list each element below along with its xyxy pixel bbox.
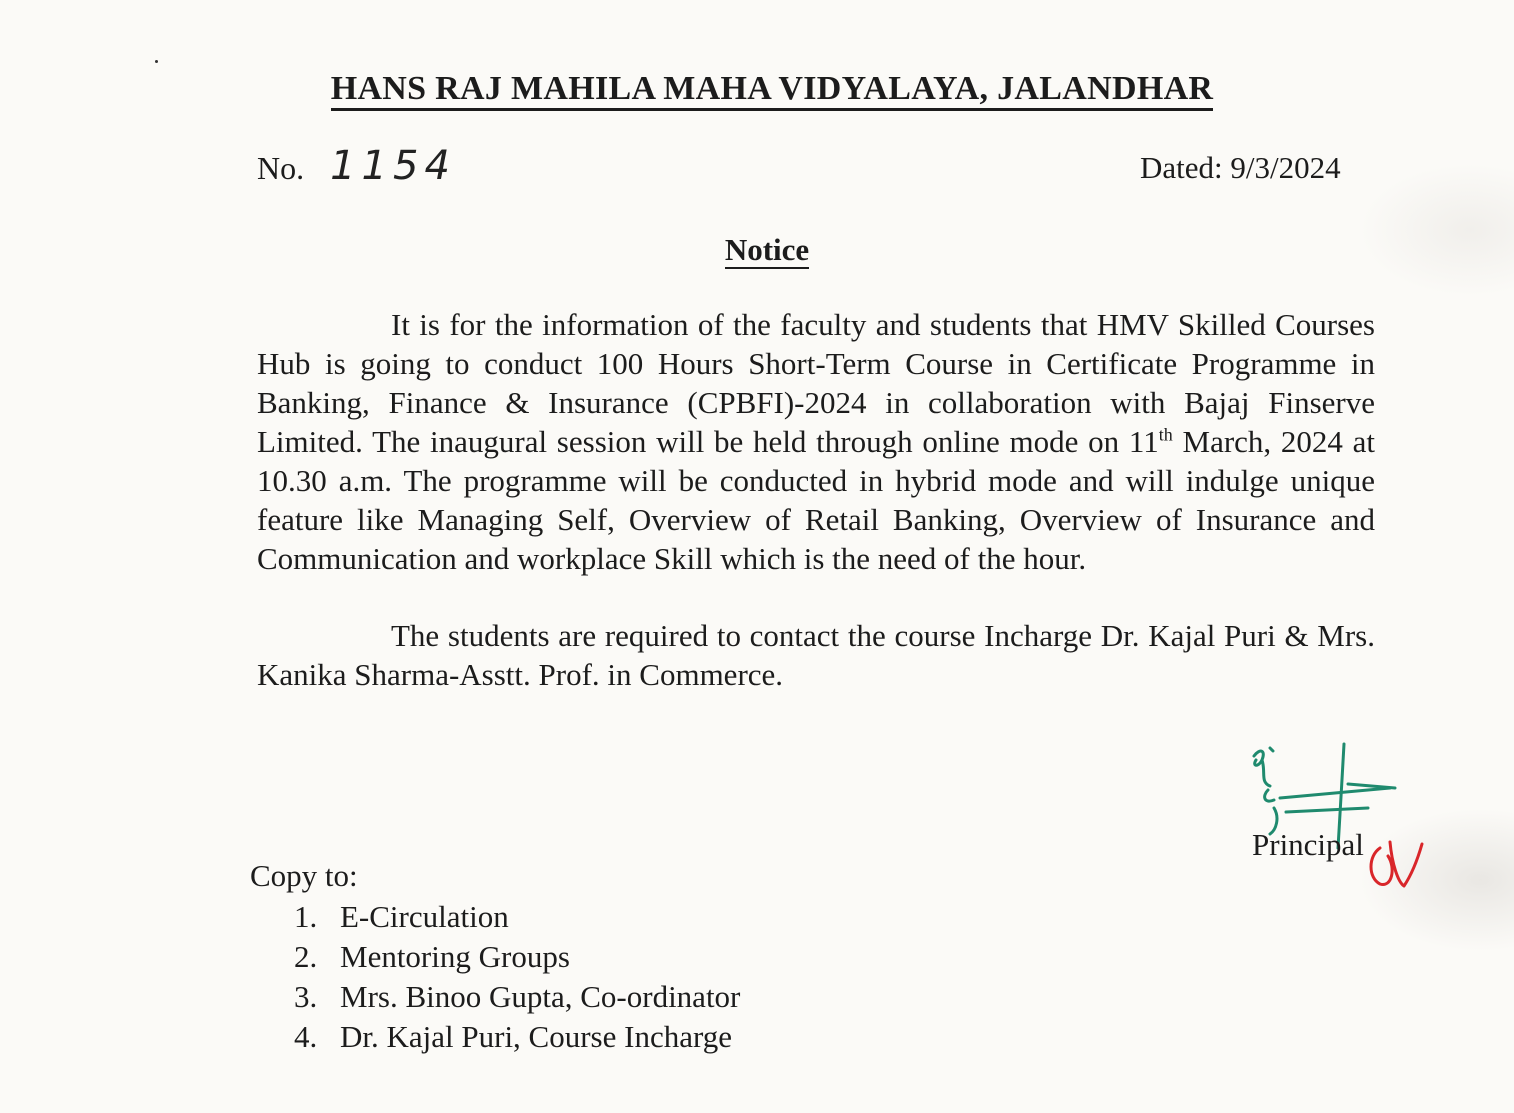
institution-name: HANS RAJ MAHILA MAHA VIDYALAYA, JALANDHAR: [331, 70, 1214, 111]
list-item-number: 1.: [294, 899, 318, 934]
list-item: [294, 978, 740, 1018]
institution-header: [0, 70, 1514, 111]
reference-number-value: 1154: [330, 143, 456, 189]
reference-number: [257, 143, 456, 189]
notice-title: [0, 232, 1514, 268]
list-item-text: Mentoring Groups: [340, 939, 570, 974]
reference-number-label: No.: [257, 150, 305, 186]
list-item-number: 3.: [294, 979, 318, 1014]
date-line: Dated: 9/3/2024: [1140, 150, 1341, 185]
list-item-text: Mrs. Binoo Gupta, Co-ordinator: [340, 979, 741, 1014]
copy-to-list: [294, 898, 740, 1058]
notice-title-text: Notice: [724, 232, 810, 267]
notice-paragraph-1: [257, 305, 1375, 578]
paragraph-1-text-b: March, 2024 at 10.30 a.m. The programme will be conducted in hybrid mode and will indulge unique feature like Managing Self, Overview of Retail Banking, Overview of Insurance and Communication and workplace Skill which is the need of the hour.: [257, 424, 1375, 576]
list-item: [294, 1018, 740, 1058]
notice-paragraph-2: The students are required to contact the course Incharge Dr. Kajal Puri & Mrs. Kanika Sharma-Asstt. Prof. in Commerce.: [257, 618, 1375, 692]
ink-speck: [155, 60, 158, 63]
copy-to-label: Copy to:: [250, 858, 358, 893]
list-item-number: 4.: [294, 1019, 318, 1054]
list-item: [294, 938, 740, 978]
list-item-text: E-Circulation: [340, 899, 509, 934]
notice-body: [257, 305, 1375, 694]
principal-signature: [1240, 738, 1430, 898]
list-item-number: 2.: [294, 939, 318, 974]
signatory-title: Principal: [1252, 827, 1364, 862]
list-item-text: Dr. Kajal Puri, Course Incharge: [340, 1019, 732, 1054]
list-item: [294, 898, 740, 938]
signature-initial: [1371, 842, 1422, 886]
ordinal-suffix: th: [1158, 424, 1173, 445]
paragraph-1-text-a: It is for the information of the faculty and students that HMV Skilled Courses Hub is going to conduct 100 Hours Short-Term Course in Certificate Programme in Banking, Finance & Insurance (CPBFI)-2024 in collaboration with Bajaj Finserve Limited. The inaugural session will be held through online mode on 11: [257, 307, 1375, 459]
